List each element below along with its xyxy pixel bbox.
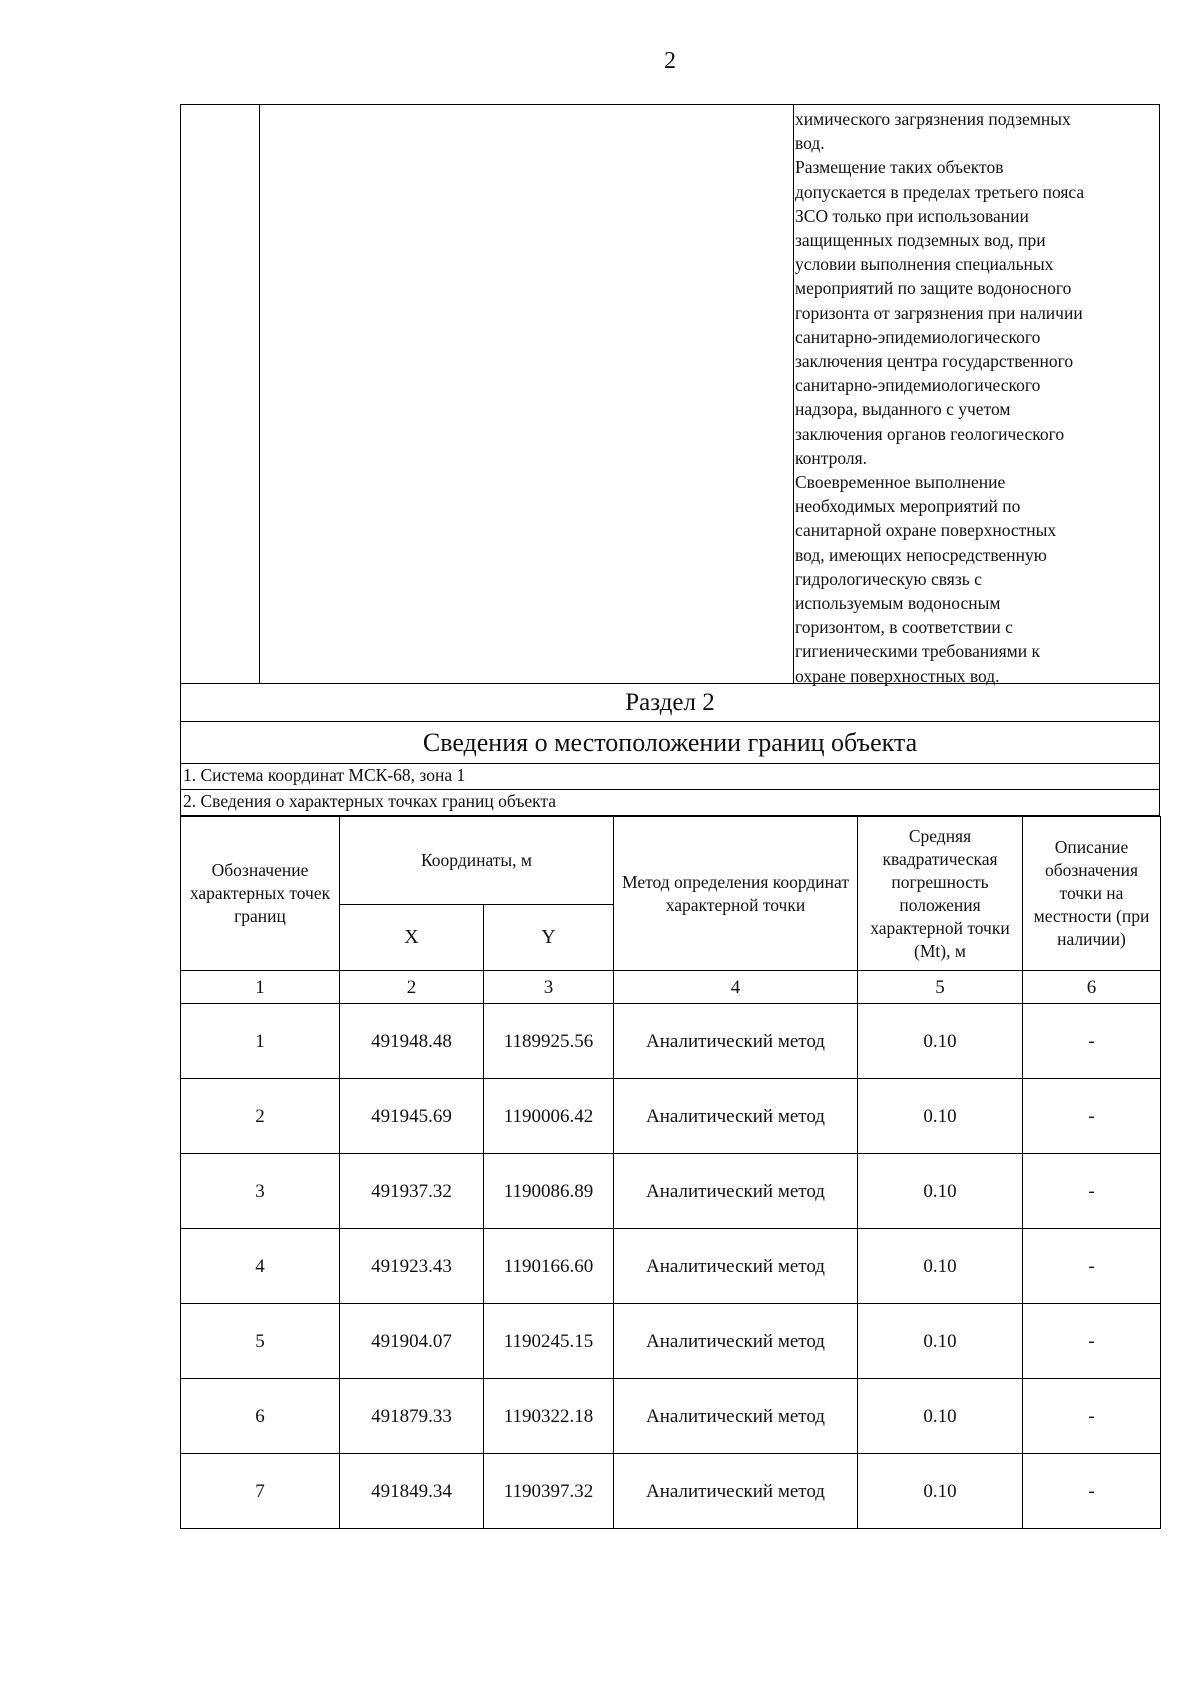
cell-y: 1190245.15: [484, 1304, 614, 1379]
column-divider: [793, 105, 794, 683]
cell-method: Аналитический метод: [614, 1154, 858, 1229]
cell-point: 1: [181, 1004, 340, 1079]
coordinate-system-line: 1. Система координат МСК-68, зона 1: [180, 764, 1160, 790]
continuation-table: [180, 104, 1160, 684]
header-method: Метод определения координат характерной точки: [614, 817, 858, 971]
header-error: Средняя квадратическая погрешность положения характерной точки (Mt), м: [858, 817, 1023, 971]
cell-method: Аналитический метод: [614, 1379, 858, 1454]
cell-point: 5: [181, 1304, 340, 1379]
cell-method: Аналитический метод: [614, 1004, 858, 1079]
cell-error: 0.10: [858, 1229, 1023, 1304]
cell-y: 1190397.32: [484, 1454, 614, 1529]
header-coords: Координаты, м: [340, 817, 614, 905]
column-number: 3: [484, 971, 614, 1004]
table-row: [181, 1379, 1161, 1454]
header-y: Y: [484, 905, 614, 971]
cell-error: 0.10: [858, 1004, 1023, 1079]
column-number: 2: [340, 971, 484, 1004]
column-number: 4: [614, 971, 858, 1004]
cell-point: 6: [181, 1379, 340, 1454]
cell-y: 1190006.42: [484, 1079, 614, 1154]
cell-method: Аналитический метод: [614, 1304, 858, 1379]
cell-x: 491849.34: [340, 1454, 484, 1529]
cell-point: 7: [181, 1454, 340, 1529]
cell-error: 0.10: [858, 1079, 1023, 1154]
header-point: Обозначение характерных точек границ: [181, 817, 340, 971]
cell-description: -: [1023, 1454, 1161, 1529]
table-row: [181, 1079, 1161, 1154]
cell-description: -: [1023, 1379, 1161, 1454]
cell-error: 0.10: [858, 1304, 1023, 1379]
cell-description: -: [1023, 1004, 1161, 1079]
table-row: [181, 1154, 1161, 1229]
cell-y: 1190086.89: [484, 1154, 614, 1229]
cell-y: 1190322.18: [484, 1379, 614, 1454]
cell-error: 0.10: [858, 1379, 1023, 1454]
cell-description: -: [1023, 1304, 1161, 1379]
header-description: Описание обозначения точки на местности (при наличии): [1023, 817, 1161, 971]
cell-description: -: [1023, 1229, 1161, 1304]
table-row: [181, 1004, 1161, 1079]
cell-error: 0.10: [858, 1454, 1023, 1529]
section-title: Раздел 2: [180, 684, 1160, 722]
cell-y: 1189925.56: [484, 1004, 614, 1079]
section-subtitle: Сведения о местоположении границ объекта: [180, 722, 1160, 764]
cell-point: 4: [181, 1229, 340, 1304]
cell-x: 491937.32: [340, 1154, 484, 1229]
cell-x: 491879.33: [340, 1379, 484, 1454]
table-row: [181, 1454, 1161, 1529]
cell-y: 1190166.60: [484, 1229, 614, 1304]
cell-x: 491923.43: [340, 1229, 484, 1304]
cell-description: -: [1023, 1154, 1161, 1229]
column-number: 1: [181, 971, 340, 1004]
header-x: X: [340, 905, 484, 971]
cell-x: 491945.69: [340, 1079, 484, 1154]
cell-method: Аналитический метод: [614, 1079, 858, 1154]
cell-description: -: [1023, 1079, 1161, 1154]
cell-x: 491904.07: [340, 1304, 484, 1379]
points-info-line: 2. Сведения о характерных точках границ объекта: [180, 790, 1160, 816]
cell-method: Аналитический метод: [614, 1454, 858, 1529]
column-divider: [259, 105, 260, 683]
page-number: 2: [664, 48, 676, 74]
coordinates-table: [180, 816, 1161, 1529]
column-number: 5: [858, 971, 1023, 1004]
cell-error: 0.10: [858, 1154, 1023, 1229]
cell-x: 491948.48: [340, 1004, 484, 1079]
cell-method: Аналитический метод: [614, 1229, 858, 1304]
column-number: 6: [1023, 971, 1161, 1004]
cell-point: 2: [181, 1079, 340, 1154]
continuation-text: химического загрязнения подземных вод. Размещение таких объектов допускается в пределах третьего пояса ЗСО только при использовании защищенных подземных вод, при условии выполнения специальных мероприятий по защите водоносного горизонта от загрязнения при наличии санитарно-эпидемиологического заключения центра государственного санитарно-эпидемиологического надзора, выданного с учетом заключения органов геологического контроля. Своевременное выполнение необходимых мероприятий по санитарной охране поверхностных вод, имеющих непосредственную гидрологическую связь с используемым водоносным горизонтом, в соответствии с гигиеническими требованиями к охране поверхностных вод.: [795, 109, 1085, 686]
cell-point: 3: [181, 1154, 340, 1229]
table-row: [181, 1304, 1161, 1379]
table-row: [181, 1229, 1161, 1304]
